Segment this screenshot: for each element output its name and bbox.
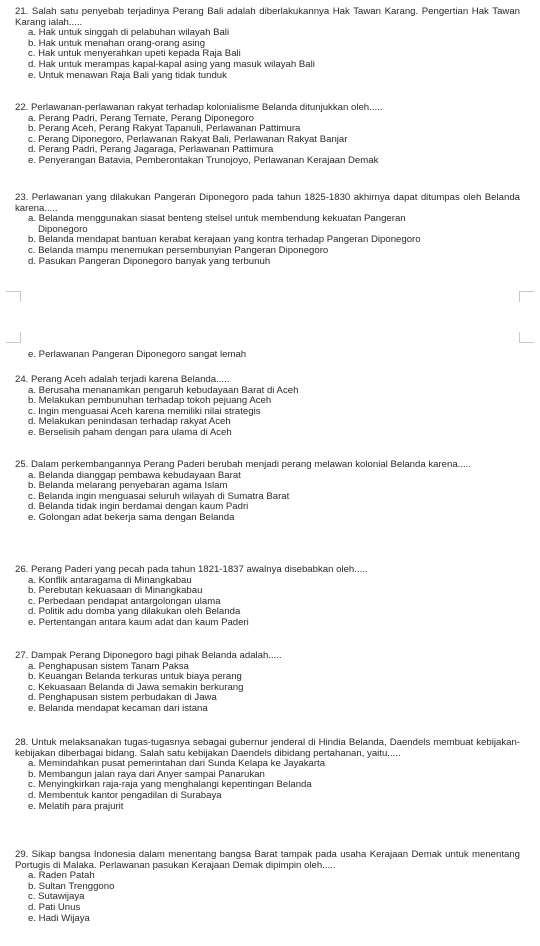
option-e[interactable]: e. Belanda mendapat kecaman dari istana <box>28 703 208 714</box>
option-d[interactable]: d. Pasukan Pangeran Diponegoro banyak yang terbunuh <box>28 256 271 267</box>
question-25 <box>15 460 520 524</box>
question-28 <box>15 738 520 812</box>
option-c[interactable]: c. Ingin menguasai Aceh karena memiliki nilai strategis <box>28 406 261 417</box>
option-a[interactable]: a. Belanda dianggap pembawa kebudayaan Barat <box>28 470 241 481</box>
question-stem: 21. Salah satu penyebab terjadinya Perang Bali adalah diberlakukannya Hak Tawan Karang. Pengertian Hak Tawan Karang ialah..... <box>15 6 520 28</box>
question-stem: 22. Perlawanan-perlawanan rakyat terhadap kolonialisme Belanda ditunjukkan oleh..... <box>15 102 383 113</box>
question-stem: 26. Perang Paderi yang pecah pada tahun 1821-1837 awalnya disebabkan oleh..... <box>15 564 368 575</box>
option-b[interactable]: b. Melakukan pembunuhan terhadap tokoh pejuang Aceh <box>28 396 272 407</box>
option-e[interactable]: e. Melatih para prajurit <box>28 801 124 812</box>
question-stem: 25. Dalam perkembangannya Perang Paderi berubah menjadi perang melawan kolonial Belanda karena..... <box>15 459 471 470</box>
option-a[interactable]: a. Raden Patah <box>28 871 95 882</box>
option-d[interactable]: d. Melakukan penindasan terhadap rakyat Aceh <box>28 417 231 428</box>
option-a-continuation: Diponegoro <box>38 224 88 235</box>
option-a[interactable]: a. Berusaha menanamkan pengaruh kebudayaan Barat di Aceh <box>28 385 299 396</box>
option-list <box>15 350 520 361</box>
option-a[interactable]: a. Konflik antaragama di Minangkabau <box>28 575 192 586</box>
option-e[interactable]: e. Berselisih paham dengan para ulama di Aceh <box>28 427 232 438</box>
question-22 <box>15 103 520 167</box>
page-break <box>0 283 540 343</box>
option-a[interactable]: a. Memindahkan pusat pemerintahan dari Sunda Kelapa ke Jayakarta <box>28 759 326 770</box>
option-c[interactable]: c. Perbedaan pendapat antargolongan ulama <box>28 596 221 607</box>
option-e[interactable]: e. Penyerangan Batavia, Pemberontakan Trunojoyo, Perlawanan Kerajaan Demak <box>28 155 379 166</box>
crop-mark <box>519 332 534 343</box>
option-b[interactable]: b. Perang Aceh, Perang Rakyat Tapanuli, Perlawanan Pattimura <box>28 124 301 135</box>
option-d[interactable]: d. Belanda tidak ingin berdamai dengan kaum Padri <box>28 502 249 513</box>
option-c[interactable]: c. Perang Diponegoro, Perlawanan Rakyat Bali, Perlawanan Rakyat Banjar <box>28 134 348 145</box>
option-a[interactable]: a. Perang Padri, Perang Ternate, Perang Diponegoro <box>28 113 254 124</box>
option-b[interactable]: b. Keuangan Belanda terkuras untuk biaya perang <box>28 672 242 683</box>
option-b[interactable]: b. Hak untuk menahan orang-orang asing <box>28 38 206 49</box>
option-c[interactable]: c. Sutawijaya <box>28 892 85 903</box>
option-list <box>15 871 520 924</box>
option-a[interactable]: a. Penghapusan sistem Tanam Paksa <box>28 661 189 672</box>
crop-mark <box>519 291 534 302</box>
option-c[interactable]: c. Belanda mampu menemukan persembunyian Pangeran Diponegoro <box>28 245 329 256</box>
option-d[interactable]: d. Pati Unus <box>28 902 81 913</box>
option-list <box>15 386 520 439</box>
option-d[interactable]: d. Politik adu domba yang dilakukan oleh Belanda <box>28 607 241 618</box>
option-list <box>15 28 520 81</box>
option-e[interactable]: e. Perlawanan Pangeran Diponegoro sangat lemah <box>28 350 247 360</box>
question-21 <box>15 7 520 81</box>
option-b[interactable]: b. Sultan Trenggono <box>28 881 115 892</box>
option-d[interactable]: d. Perang Padri, Perang Jagaraga, Perlawanan Pattimura <box>28 145 274 156</box>
option-e[interactable]: e. Pertentangan antara kaum adat dan kaum Paderi <box>28 617 249 628</box>
question-23 <box>15 193 520 267</box>
option-c[interactable]: c. Menyingkirkan raja-raja yang menghalangi kepentingan Belanda <box>28 780 312 791</box>
option-list <box>15 576 520 629</box>
option-b[interactable]: b. Belanda melarang penyebaran agama Islam <box>28 481 228 492</box>
option-d[interactable]: d. Penghapusan sistem perbudakan di Jawa <box>28 693 217 704</box>
option-list <box>15 471 520 524</box>
option-list <box>15 214 520 267</box>
option-d[interactable]: d. Membentuk kantor pengadilan di Surabaya <box>28 790 222 801</box>
question-27 <box>15 651 520 715</box>
question-23-continued <box>15 350 520 361</box>
option-e[interactable]: e. Golongan adat bekerja sama dengan Belanda <box>28 512 235 523</box>
question-stem: 28. Untuk melaksanakan tugas-tugasnya sebagai gubernur jenderal di Hindia Belanda, Daendels membuat kebijakan-kebijakan diberbagai bidang. Salah satu kebijakan Daendels dibidang pertahanan, yaitu..... <box>15 737 520 759</box>
option-a[interactable]: a. Belanda menggunakan siasat benteng stelsel untuk membendung kekuatan Pangeran <box>28 214 406 225</box>
crop-mark <box>6 332 21 343</box>
question-29 <box>15 850 520 924</box>
question-stem: 29. Sikap bangsa Indonesia dalam menentang bangsa Barat tampak pada usaha Kerajaan Demak untuk menentang Portugis di Malaka. Perlawanan pasukan Kerajaan Demak dipimpin oleh..... <box>15 849 520 871</box>
question-stem: 23. Perlawanan yang dilakukan Pangeran Diponegoro pada tahun 1825-1830 akhirnya dapat ditumpas oleh Belanda karena..... <box>15 192 520 214</box>
option-c[interactable]: c. Belanda ingin menguasai seluruh wilayah di Sumatra Barat <box>28 491 290 502</box>
option-b[interactable]: b. Membangun jalan raya dari Anyer sampai Panarukan <box>28 769 265 780</box>
question-26 <box>15 565 520 629</box>
option-list <box>15 114 520 167</box>
crop-mark <box>6 291 21 302</box>
question-stem: 27. Dampak Perang Diponegoro bagi pihak Belanda adalah..... <box>15 650 282 661</box>
option-c[interactable]: c. Hak untuk menyerahkan upeti kepada Raja Bali <box>28 49 241 60</box>
option-a[interactable]: a. Hak untuk singgah di pelabuhan wilayah Bali <box>28 28 230 39</box>
option-b[interactable]: b. Belanda mendapat bantuan kerabat kerajaan yang kontra terhadap Pangeran Diponegoro <box>28 235 421 246</box>
option-list <box>15 662 520 715</box>
option-e[interactable]: e. Hadi Wijaya <box>28 913 90 924</box>
option-list <box>15 759 520 812</box>
option-d[interactable]: d. Hak untuk merampas kapal-kapal asing yang masuk wilayah Bali <box>28 59 315 70</box>
question-stem: 24. Perang Aceh adalah terjadi karena Belanda..... <box>15 374 230 385</box>
question-24 <box>15 375 520 439</box>
option-b[interactable]: b. Perebutan kekuasaan di Minangkabau <box>28 586 203 597</box>
option-c[interactable]: c. Kekuasaan Belanda di Jawa semakin berkurang <box>28 682 244 693</box>
option-e[interactable]: e. Untuk menawan Raja Bali yang tidak tunduk <box>28 70 227 81</box>
